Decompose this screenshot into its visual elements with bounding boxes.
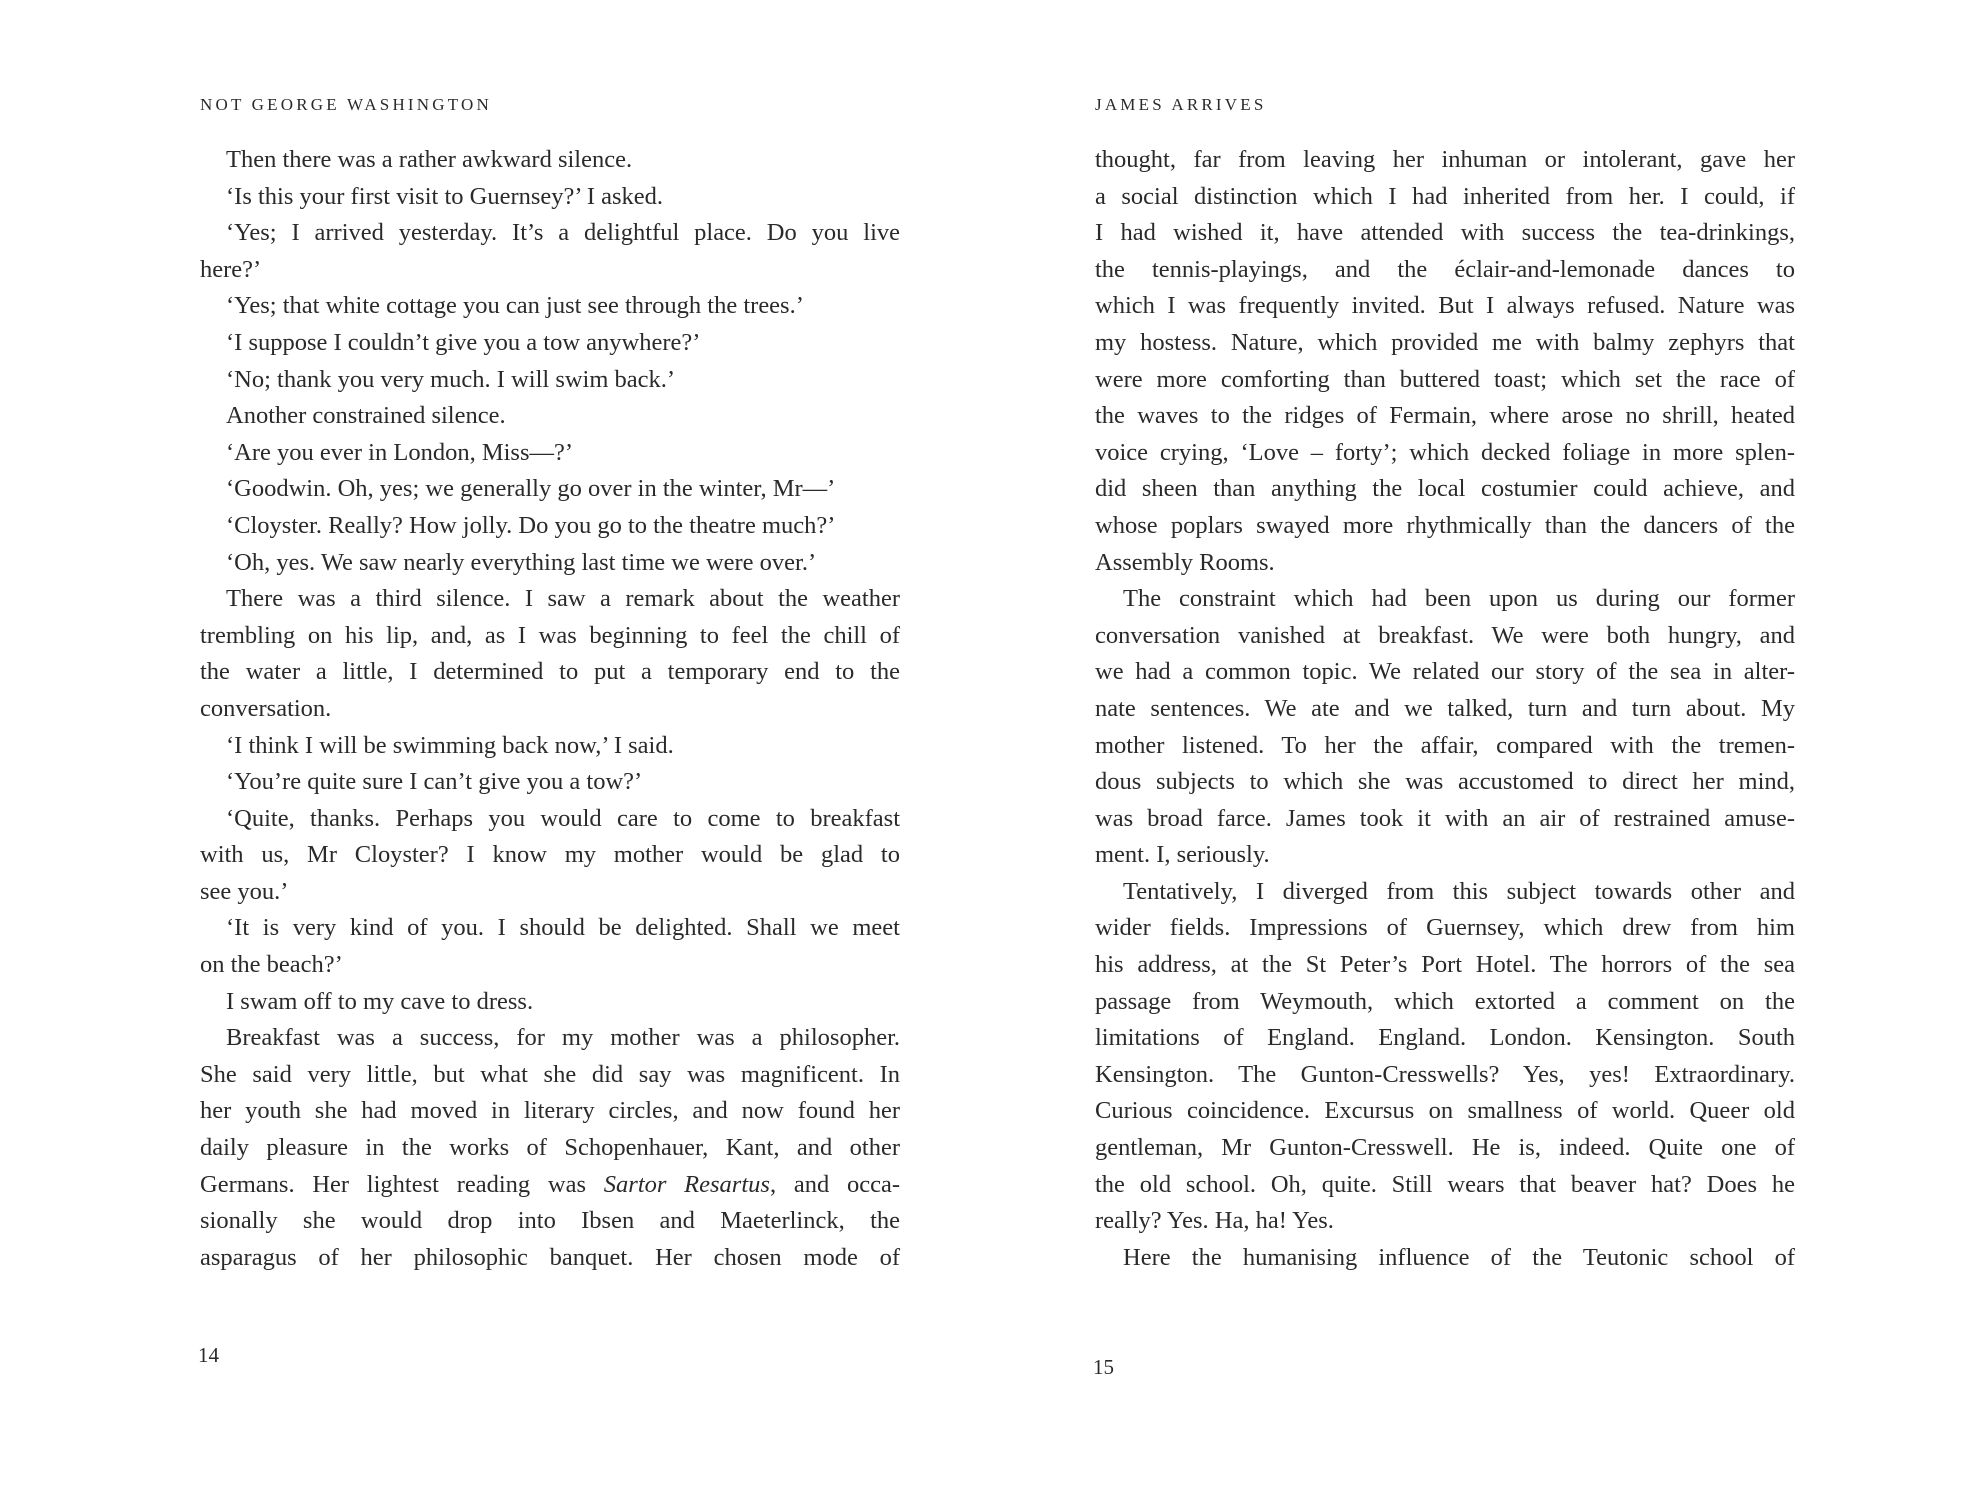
text-line: ‘You’re quite sure I can’t give you a tow?’ <box>226 768 643 796</box>
text-line: Then there was a rather awkward silence. <box>226 146 633 173</box>
text-line: whose poplars swayed more rhythmically than the dancers of the <box>1095 511 1795 539</box>
text-line: Kensington. The Gunton-Cresswells? Yes, yes! Extraordinary. <box>1095 1060 1795 1088</box>
text-line: Assembly Rooms. <box>1095 548 1275 576</box>
text-line: There was a third silence. I saw a remark about the weather <box>226 585 900 613</box>
text-line: limitations of England. England. London. Kensington. South <box>1095 1024 1795 1052</box>
book-title: Sartor Resartus <box>603 1170 770 1198</box>
text-line: mother listened. To her the affair, compared with the tremen- <box>1095 731 1795 759</box>
text-line: the waves to the ridges of Fermain, where arose no shrill, heated <box>1095 402 1795 430</box>
body-text <box>200 142 900 1276</box>
text-line <box>200 1167 900 1204</box>
text-line: which I was frequently invited. But I always refused. Nature was <box>1095 292 1795 320</box>
text-line: really? Yes. Ha, ha! Yes. <box>1095 1207 1334 1235</box>
text-line: asparagus of her philosophic banquet. Her chosen mode of <box>200 1243 900 1271</box>
running-head: NOT GEORGE WASHINGTON <box>200 95 492 114</box>
text-line: Breakfast was a success, for my mother was a philosopher. <box>226 1024 900 1052</box>
text-line: conversation vanished at breakfast. We were both hungry, and <box>1095 621 1795 649</box>
text-run: Germans. Her lightest reading was <box>200 1170 604 1198</box>
text-line: wider fields. Impressions of Guernsey, which drew from him <box>1095 914 1795 942</box>
text-line: Another constrained silence. <box>226 402 506 430</box>
body-text <box>1095 142 1795 1276</box>
text-line: voice crying, ‘Love – forty’; which decked foliage in more splen- <box>1095 438 1795 466</box>
text-line: was broad farce. James took it with an air of restrained amuse- <box>1095 804 1795 832</box>
text-line: ‘Cloyster. Really? How jolly. Do you go to the theatre much?’ <box>226 511 836 539</box>
text-line: Curious coincidence. Excursus on smallness of world. Queer old <box>1095 1097 1795 1125</box>
text-line: gentleman, Mr Gunton-Cresswell. He is, indeed. Quite one of <box>1095 1134 1795 1162</box>
text-run: , and occa- <box>769 1170 900 1198</box>
text-line: his address, at the St Peter’s Port Hotel. The horrors of the sea <box>1095 951 1795 979</box>
text-line: I had wished it, have attended with success the tea-drinkings, <box>1095 219 1795 247</box>
text-line: her youth she had moved in literary circles, and now found her <box>200 1097 900 1125</box>
text-line: passage from Weymouth, which extorted a comment on the <box>1095 987 1795 1015</box>
page-number: 15 <box>1093 1355 1114 1379</box>
text-line: the water a little, I determined to put a temporary end to the <box>200 658 900 686</box>
text-line: trembling on his lip, and, as I was beginning to feel the chill of <box>200 621 900 649</box>
text-line: Tentatively, I diverged from this subject towards other and <box>1123 877 1795 905</box>
text-line: nate sentences. We ate and we talked, turn and turn about. My <box>1095 694 1795 722</box>
text-line: She said very little, but what she did say was magnificent. In <box>200 1060 900 1088</box>
text-line: The constraint which had been upon us during our former <box>1123 585 1795 613</box>
text-line: with us, Mr Cloyster? I know my mother would be glad to <box>200 841 900 869</box>
text-line: here?’ <box>200 255 262 283</box>
text-line: conversation. <box>200 694 332 722</box>
text-line: ‘It is very kind of you. I should be delighted. Shall we meet <box>226 914 900 942</box>
running-head: JAMES ARRIVES <box>1095 95 1267 114</box>
text-line: ment. I, seriously. <box>1095 841 1270 869</box>
text-line: daily pleasure in the works of Schopenhauer, Kant, and other <box>200 1134 900 1162</box>
text-line: ‘Is this your first visit to Guernsey?’ I asked. <box>226 182 664 210</box>
text-line: were more comforting than buttered toast; which set the race of <box>1095 365 1795 393</box>
text-line: a social distinction which I had inherited from her. I could, if <box>1095 182 1795 210</box>
text-line: ‘I suppose I couldn’t give you a tow anywhere?’ <box>226 328 701 356</box>
text-line: on the beach?’ <box>200 951 343 979</box>
text-line: ‘Yes; that white cottage you can just see through the trees.’ <box>226 292 804 320</box>
text-line: the old school. Oh, quite. Still wears that beaver hat? Does he <box>1095 1170 1795 1198</box>
page-number: 14 <box>198 1343 219 1367</box>
text-line: ‘Are you ever in London, Miss—?’ <box>226 438 574 466</box>
text-line: see you.’ <box>200 877 289 905</box>
text-line: ‘Yes; I arrived yesterday. It’s a delightful place. Do you live <box>226 219 900 247</box>
text-line: we had a common topic. We related our story of the sea in alter- <box>1095 658 1795 686</box>
text-line: did sheen than anything the local costumier could achieve, and <box>1095 475 1795 503</box>
text-line: the tennis-playings, and the éclair-and-lemonade dances to <box>1095 255 1795 283</box>
text-line: ‘I think I will be swimming back now,’ I said. <box>226 731 674 759</box>
text-line: dous subjects to which she was accustomed to direct her mind, <box>1095 768 1795 796</box>
text-line: ‘Oh, yes. We saw nearly everything last time we were over.’ <box>226 548 817 576</box>
text-line: I swam off to my cave to dress. <box>226 987 534 1015</box>
text-line: ‘No; thank you very much. I will swim back.’ <box>226 365 676 393</box>
text-line: Here the humanising influence of the Teutonic school of <box>1123 1243 1795 1271</box>
text-line: my hostess. Nature, which provided me with balmy zephyrs that <box>1095 328 1795 356</box>
text-line: thought, far from leaving her inhuman or intolerant, gave her <box>1095 146 1795 173</box>
text-line: ‘Quite, thanks. Perhaps you would care to come to breakfast <box>226 804 900 832</box>
text-line: ‘Goodwin. Oh, yes; we generally go over in the winter, Mr—’ <box>226 475 836 503</box>
text-line: sionally she would drop into Ibsen and Maeterlinck, the <box>200 1207 900 1235</box>
